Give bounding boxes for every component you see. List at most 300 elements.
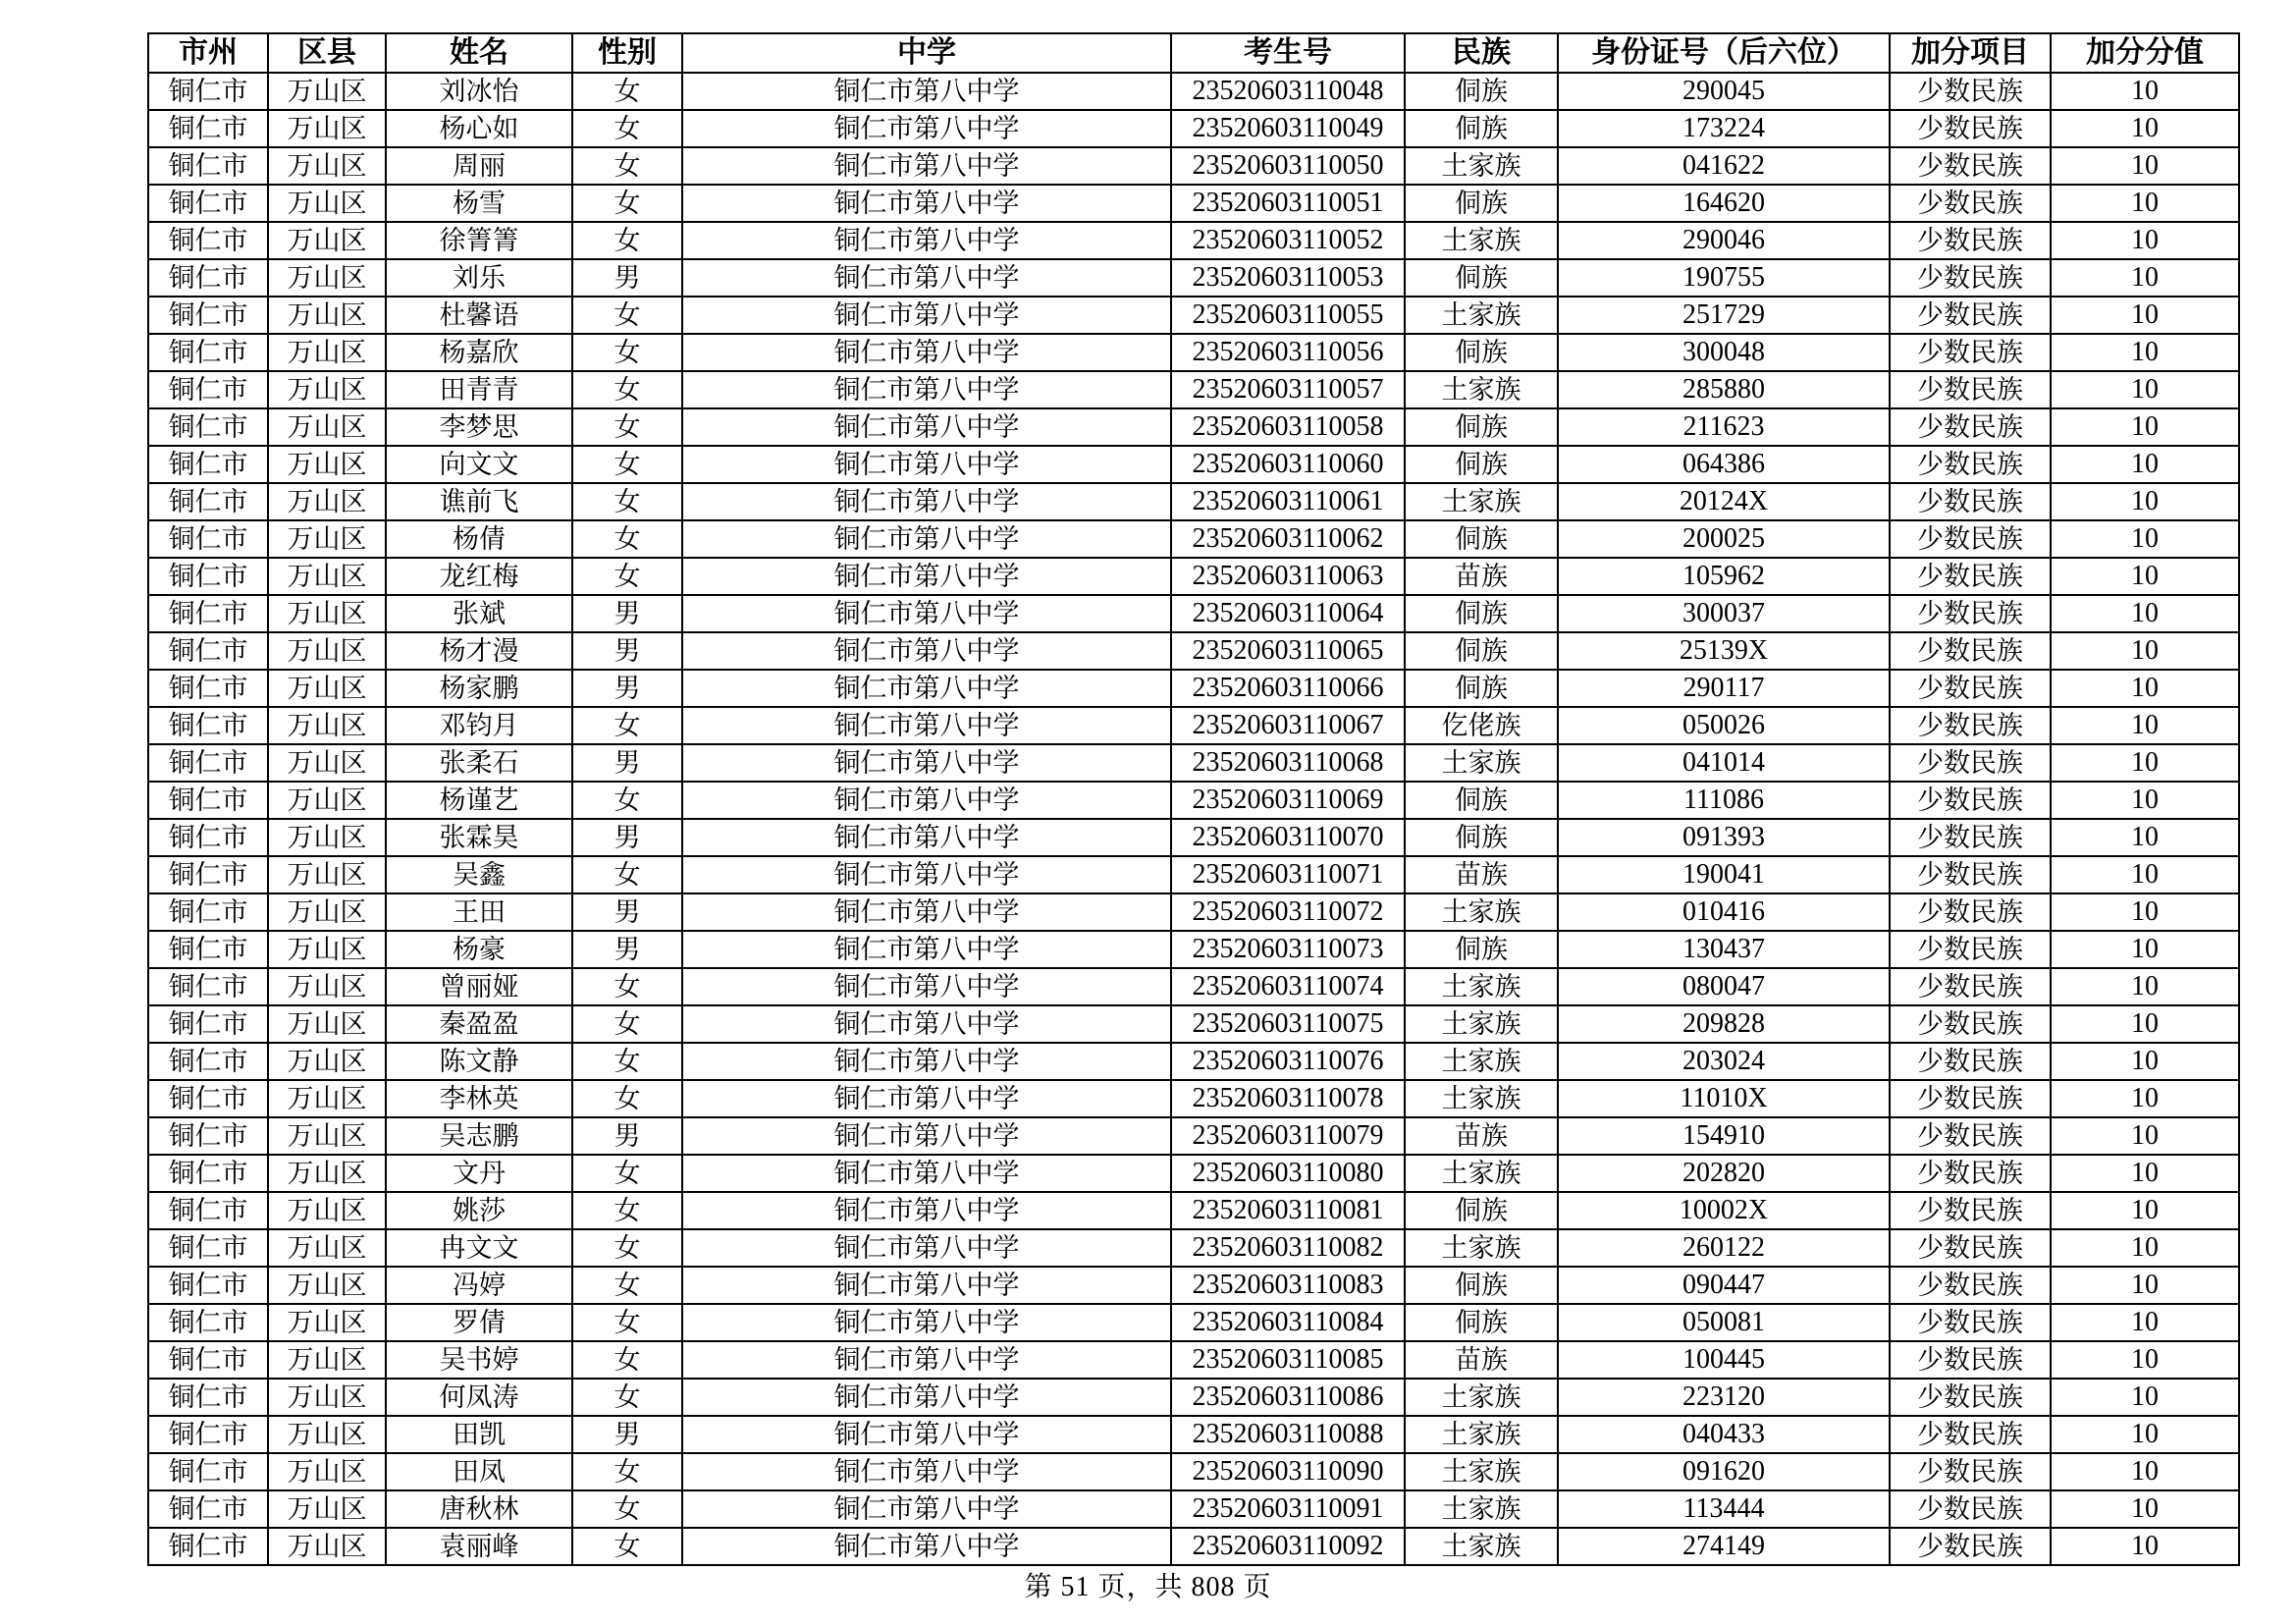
district-cell: 万山区 — [268, 782, 386, 819]
bonus-item-cell: 少数民族 — [1890, 408, 2051, 446]
city-cell: 铜仁市 — [148, 893, 268, 931]
exam-number-cell: 23520603110079 — [1171, 1117, 1405, 1155]
table-row — [148, 408, 2239, 446]
gender-cell: 男 — [572, 893, 682, 931]
district-cell: 万山区 — [268, 147, 386, 185]
city-cell: 铜仁市 — [148, 1080, 268, 1117]
district-cell: 万山区 — [268, 1341, 386, 1379]
exam-number-cell: 23520603110051 — [1171, 185, 1405, 222]
table-row — [148, 520, 2239, 558]
name-cell: 曾丽娅 — [386, 968, 572, 1005]
name-cell: 冯婷 — [386, 1267, 572, 1304]
gender-cell: 女 — [572, 185, 682, 222]
city-cell: 铜仁市 — [148, 670, 268, 707]
school-cell: 铜仁市第八中学 — [682, 782, 1171, 819]
table-row — [148, 856, 2239, 893]
bonus-item-cell: 少数民族 — [1890, 222, 2051, 259]
district-cell: 万山区 — [268, 595, 386, 632]
city-cell: 铜仁市 — [148, 185, 268, 222]
city-cell: 铜仁市 — [148, 782, 268, 819]
bonus-item-cell: 少数民族 — [1890, 1267, 2051, 1304]
exam-number-cell: 23520603110073 — [1171, 931, 1405, 968]
school-cell: 铜仁市第八中学 — [682, 670, 1171, 707]
ethnicity-cell: 土家族 — [1405, 1528, 1558, 1565]
name-cell: 冉文文 — [386, 1229, 572, 1267]
school-cell: 铜仁市第八中学 — [682, 819, 1171, 856]
bonus-value-cell: 10 — [2051, 73, 2239, 110]
city-cell: 铜仁市 — [148, 1490, 268, 1528]
bonus-value-cell: 10 — [2051, 707, 2239, 744]
table-row — [148, 1080, 2239, 1117]
ethnicity-cell: 土家族 — [1405, 1416, 1558, 1453]
ethnicity-cell: 侗族 — [1405, 1304, 1558, 1341]
bonus-item-cell: 少数民族 — [1890, 670, 2051, 707]
ethnicity-cell: 侗族 — [1405, 185, 1558, 222]
exam-number-cell: 23520603110088 — [1171, 1416, 1405, 1453]
exam-number-cell: 23520603110064 — [1171, 595, 1405, 632]
bonus-value-cell: 10 — [2051, 1043, 2239, 1080]
exam-number-cell: 23520603110057 — [1171, 371, 1405, 408]
bonus-value-cell: 10 — [2051, 1080, 2239, 1117]
exam-number-cell: 23520603110062 — [1171, 520, 1405, 558]
ethnicity-cell: 侗族 — [1405, 595, 1558, 632]
exam-number-cell: 23520603110055 — [1171, 297, 1405, 334]
table-row — [148, 782, 2239, 819]
district-cell: 万山区 — [268, 73, 386, 110]
column-header-bonus-value: 加分分值 — [2051, 33, 2239, 73]
bonus-value-cell: 10 — [2051, 670, 2239, 707]
exam-number-cell: 23520603110049 — [1171, 110, 1405, 147]
name-cell: 文丹 — [386, 1155, 572, 1192]
city-cell: 铜仁市 — [148, 1453, 268, 1490]
gender-cell: 女 — [572, 1528, 682, 1565]
district-cell: 万山区 — [268, 1379, 386, 1416]
city-cell: 铜仁市 — [148, 222, 268, 259]
district-cell: 万山区 — [268, 1117, 386, 1155]
school-cell: 铜仁市第八中学 — [682, 1155, 1171, 1192]
city-cell: 铜仁市 — [148, 1379, 268, 1416]
district-cell: 万山区 — [268, 744, 386, 782]
city-cell: 铜仁市 — [148, 1341, 268, 1379]
id-suffix-cell: 050026 — [1558, 707, 1890, 744]
district-cell: 万山区 — [268, 334, 386, 371]
gender-cell: 女 — [572, 1155, 682, 1192]
city-cell: 铜仁市 — [148, 819, 268, 856]
ethnicity-cell: 侗族 — [1405, 1192, 1558, 1229]
bonus-item-cell: 少数民族 — [1890, 1453, 2051, 1490]
table-row — [148, 744, 2239, 782]
id-suffix-cell: 190041 — [1558, 856, 1890, 893]
column-header-ethnicity: 民族 — [1405, 33, 1558, 73]
school-cell: 铜仁市第八中学 — [682, 1117, 1171, 1155]
gender-cell: 女 — [572, 520, 682, 558]
city-cell: 铜仁市 — [148, 707, 268, 744]
exam-number-cell: 23520603110058 — [1171, 408, 1405, 446]
district-cell: 万山区 — [268, 259, 386, 297]
table-row — [148, 707, 2239, 744]
bonus-item-cell: 少数民族 — [1890, 259, 2051, 297]
gender-cell: 女 — [572, 222, 682, 259]
name-cell: 田青青 — [386, 371, 572, 408]
district-cell: 万山区 — [268, 558, 386, 595]
table-row — [148, 819, 2239, 856]
name-cell: 杨心如 — [386, 110, 572, 147]
bonus-item-cell: 少数民族 — [1890, 1490, 2051, 1528]
city-cell: 铜仁市 — [148, 1528, 268, 1565]
id-suffix-cell: 290046 — [1558, 222, 1890, 259]
city-cell: 铜仁市 — [148, 1267, 268, 1304]
id-suffix-cell: 064386 — [1558, 446, 1890, 483]
ethnicity-cell: 苗族 — [1405, 1341, 1558, 1379]
id-suffix-cell: 20124X — [1558, 483, 1890, 520]
name-cell: 杨倩 — [386, 520, 572, 558]
id-suffix-cell: 290117 — [1558, 670, 1890, 707]
exam-number-cell: 23520603110086 — [1171, 1379, 1405, 1416]
school-cell: 铜仁市第八中学 — [682, 408, 1171, 446]
id-suffix-cell: 050081 — [1558, 1304, 1890, 1341]
bonus-value-cell: 10 — [2051, 259, 2239, 297]
exam-number-cell: 23520603110090 — [1171, 1453, 1405, 1490]
table-row — [148, 297, 2239, 334]
column-header-exam-number: 考生号 — [1171, 33, 1405, 73]
column-header-school: 中学 — [682, 33, 1171, 73]
gender-cell: 女 — [572, 408, 682, 446]
ethnicity-cell: 土家族 — [1405, 1453, 1558, 1490]
exam-number-cell: 23520603110070 — [1171, 819, 1405, 856]
exam-number-cell: 23520603110078 — [1171, 1080, 1405, 1117]
ethnicity-cell: 侗族 — [1405, 73, 1558, 110]
bonus-value-cell: 10 — [2051, 893, 2239, 931]
school-cell: 铜仁市第八中学 — [682, 1453, 1171, 1490]
id-suffix-cell: 091393 — [1558, 819, 1890, 856]
bonus-item-cell: 少数民族 — [1890, 856, 2051, 893]
bonus-value-cell: 10 — [2051, 595, 2239, 632]
school-cell: 铜仁市第八中学 — [682, 744, 1171, 782]
ethnicity-cell: 侗族 — [1405, 259, 1558, 297]
ethnicity-cell: 苗族 — [1405, 558, 1558, 595]
city-cell: 铜仁市 — [148, 968, 268, 1005]
ethnicity-cell: 侗族 — [1405, 819, 1558, 856]
column-header-id-suffix: 身份证号（后六位） — [1558, 33, 1890, 73]
bonus-item-cell: 少数民族 — [1890, 297, 2051, 334]
district-cell: 万山区 — [268, 1528, 386, 1565]
id-suffix-cell: 200025 — [1558, 520, 1890, 558]
bonus-value-cell: 10 — [2051, 819, 2239, 856]
school-cell: 铜仁市第八中学 — [682, 968, 1171, 1005]
page-footer: 第 51 页，共 808 页 — [1024, 1572, 1272, 1602]
id-suffix-cell: 091620 — [1558, 1453, 1890, 1490]
school-cell: 铜仁市第八中学 — [682, 1416, 1171, 1453]
district-cell: 万山区 — [268, 968, 386, 1005]
school-cell: 铜仁市第八中学 — [682, 73, 1171, 110]
bonus-value-cell: 10 — [2051, 371, 2239, 408]
ethnicity-cell: 土家族 — [1405, 371, 1558, 408]
id-suffix-cell: 173224 — [1558, 110, 1890, 147]
bonus-item-cell: 少数民族 — [1890, 632, 2051, 670]
gender-cell: 女 — [572, 73, 682, 110]
id-suffix-cell: 100445 — [1558, 1341, 1890, 1379]
city-cell: 铜仁市 — [148, 632, 268, 670]
ethnicity-cell: 土家族 — [1405, 1155, 1558, 1192]
table-row — [148, 1341, 2239, 1379]
id-suffix-cell: 300048 — [1558, 334, 1890, 371]
name-cell: 谯前飞 — [386, 483, 572, 520]
exam-number-cell: 23520603110061 — [1171, 483, 1405, 520]
district-cell: 万山区 — [268, 110, 386, 147]
district-cell: 万山区 — [268, 1304, 386, 1341]
school-cell: 铜仁市第八中学 — [682, 520, 1171, 558]
id-suffix-cell: 209828 — [1558, 1005, 1890, 1043]
bonus-value-cell: 10 — [2051, 1416, 2239, 1453]
ethnicity-cell: 苗族 — [1405, 856, 1558, 893]
id-suffix-cell: 203024 — [1558, 1043, 1890, 1080]
gender-cell: 男 — [572, 1416, 682, 1453]
school-cell: 铜仁市第八中学 — [682, 259, 1171, 297]
bonus-value-cell: 10 — [2051, 931, 2239, 968]
bonus-value-cell: 10 — [2051, 334, 2239, 371]
district-cell: 万山区 — [268, 1192, 386, 1229]
bonus-value-cell: 10 — [2051, 856, 2239, 893]
school-cell: 铜仁市第八中学 — [682, 1005, 1171, 1043]
gender-cell: 女 — [572, 1379, 682, 1416]
city-cell: 铜仁市 — [148, 520, 268, 558]
bonus-value-cell: 10 — [2051, 147, 2239, 185]
exam-number-cell: 23520603110082 — [1171, 1229, 1405, 1267]
city-cell: 铜仁市 — [148, 744, 268, 782]
district-cell: 万山区 — [268, 222, 386, 259]
ethnicity-cell: 侗族 — [1405, 632, 1558, 670]
school-cell: 铜仁市第八中学 — [682, 632, 1171, 670]
bonus-value-cell: 10 — [2051, 483, 2239, 520]
exam-number-cell: 23520603110066 — [1171, 670, 1405, 707]
gender-cell: 男 — [572, 744, 682, 782]
bonus-item-cell: 少数民族 — [1890, 595, 2051, 632]
exam-number-cell: 23520603110053 — [1171, 259, 1405, 297]
district-cell: 万山区 — [268, 1005, 386, 1043]
table-row — [148, 1379, 2239, 1416]
bonus-item-cell: 少数民族 — [1890, 110, 2051, 147]
ethnicity-cell: 土家族 — [1405, 1490, 1558, 1528]
table-row — [148, 1304, 2239, 1341]
column-header-city: 市州 — [148, 33, 268, 73]
school-cell: 铜仁市第八中学 — [682, 1080, 1171, 1117]
exam-number-cell: 23520603110074 — [1171, 968, 1405, 1005]
ethnicity-cell: 侗族 — [1405, 334, 1558, 371]
ethnicity-cell: 土家族 — [1405, 968, 1558, 1005]
gender-cell: 女 — [572, 1341, 682, 1379]
ethnicity-cell: 侗族 — [1405, 520, 1558, 558]
district-cell: 万山区 — [268, 1043, 386, 1080]
table-row — [148, 483, 2239, 520]
table-row — [148, 334, 2239, 371]
exam-number-cell: 23520603110092 — [1171, 1528, 1405, 1565]
name-cell: 罗倩 — [386, 1304, 572, 1341]
district-cell: 万山区 — [268, 1453, 386, 1490]
table-row — [148, 222, 2239, 259]
bonus-item-cell: 少数民族 — [1890, 446, 2051, 483]
exam-number-cell: 23520603110063 — [1171, 558, 1405, 595]
bonus-value-cell: 10 — [2051, 1117, 2239, 1155]
bonus-item-cell: 少数民族 — [1890, 1341, 2051, 1379]
name-cell: 徐箐箐 — [386, 222, 572, 259]
table-row — [148, 1528, 2239, 1565]
bonus-item-cell: 少数民族 — [1890, 1379, 2051, 1416]
city-cell: 铜仁市 — [148, 1192, 268, 1229]
school-cell: 铜仁市第八中学 — [682, 1229, 1171, 1267]
city-cell: 铜仁市 — [148, 856, 268, 893]
table-row — [148, 968, 2239, 1005]
ethnicity-cell: 土家族 — [1405, 1080, 1558, 1117]
school-cell: 铜仁市第八中学 — [682, 1192, 1171, 1229]
exam-number-cell: 23520603110081 — [1171, 1192, 1405, 1229]
id-suffix-cell: 223120 — [1558, 1379, 1890, 1416]
school-cell: 铜仁市第八中学 — [682, 931, 1171, 968]
name-cell: 秦盈盈 — [386, 1005, 572, 1043]
school-cell: 铜仁市第八中学 — [682, 371, 1171, 408]
name-cell: 吴鑫 — [386, 856, 572, 893]
bonus-value-cell: 10 — [2051, 782, 2239, 819]
city-cell: 铜仁市 — [148, 408, 268, 446]
bonus-item-cell: 少数民族 — [1890, 707, 2051, 744]
name-cell: 刘冰怡 — [386, 73, 572, 110]
school-cell: 铜仁市第八中学 — [682, 446, 1171, 483]
school-cell: 铜仁市第八中学 — [682, 1304, 1171, 1341]
exam-number-cell: 23520603110067 — [1171, 707, 1405, 744]
table-body — [148, 73, 2239, 1565]
exam-number-cell: 23520603110052 — [1171, 222, 1405, 259]
id-suffix-cell: 290045 — [1558, 73, 1890, 110]
column-header-bonus-item: 加分项目 — [1890, 33, 2051, 73]
gender-cell: 女 — [572, 147, 682, 185]
district-cell: 万山区 — [268, 185, 386, 222]
gender-cell: 女 — [572, 371, 682, 408]
table-row — [148, 259, 2239, 297]
gender-cell: 女 — [572, 1080, 682, 1117]
ethnicity-cell: 苗族 — [1405, 1117, 1558, 1155]
ethnicity-cell: 土家族 — [1405, 1005, 1558, 1043]
bonus-value-cell: 10 — [2051, 1379, 2239, 1416]
district-cell: 万山区 — [268, 931, 386, 968]
gender-cell: 女 — [572, 1304, 682, 1341]
gender-cell: 女 — [572, 483, 682, 520]
exam-number-cell: 23520603110068 — [1171, 744, 1405, 782]
table-row — [148, 110, 2239, 147]
exam-number-cell: 23520603110085 — [1171, 1341, 1405, 1379]
ethnicity-cell: 侗族 — [1405, 670, 1558, 707]
table-row — [148, 893, 2239, 931]
district-cell: 万山区 — [268, 632, 386, 670]
table-row — [148, 73, 2239, 110]
city-cell: 铜仁市 — [148, 1229, 268, 1267]
bonus-item-cell: 少数民族 — [1890, 782, 2051, 819]
table-row — [148, 595, 2239, 632]
table-row — [148, 670, 2239, 707]
gender-cell: 女 — [572, 1192, 682, 1229]
name-cell: 杜馨语 — [386, 297, 572, 334]
school-cell: 铜仁市第八中学 — [682, 1267, 1171, 1304]
school-cell: 铜仁市第八中学 — [682, 1490, 1171, 1528]
bonus-item-cell: 少数民族 — [1890, 1192, 2051, 1229]
city-cell: 铜仁市 — [148, 595, 268, 632]
id-suffix-cell: 130437 — [1558, 931, 1890, 968]
column-header-district: 区县 — [268, 33, 386, 73]
school-cell: 铜仁市第八中学 — [682, 856, 1171, 893]
district-cell: 万山区 — [268, 1490, 386, 1528]
bonus-item-cell: 少数民族 — [1890, 1117, 2051, 1155]
exam-number-cell: 23520603110048 — [1171, 73, 1405, 110]
name-cell: 龙红梅 — [386, 558, 572, 595]
bonus-value-cell: 10 — [2051, 1155, 2239, 1192]
id-suffix-cell: 260122 — [1558, 1229, 1890, 1267]
name-cell: 唐秋林 — [386, 1490, 572, 1528]
exam-number-cell: 23520603110050 — [1171, 147, 1405, 185]
city-cell: 铜仁市 — [148, 259, 268, 297]
city-cell: 铜仁市 — [148, 446, 268, 483]
city-cell: 铜仁市 — [148, 483, 268, 520]
bonus-item-cell: 少数民族 — [1890, 334, 2051, 371]
bonus-value-cell: 10 — [2051, 297, 2239, 334]
table-row — [148, 446, 2239, 483]
bonus-value-cell: 10 — [2051, 968, 2239, 1005]
name-cell: 吴志鹏 — [386, 1117, 572, 1155]
name-cell: 刘乐 — [386, 259, 572, 297]
ethnicity-cell: 侗族 — [1405, 446, 1558, 483]
name-cell: 杨豪 — [386, 931, 572, 968]
gender-cell: 女 — [572, 297, 682, 334]
exam-number-cell: 23520603110080 — [1171, 1155, 1405, 1192]
name-cell: 杨雪 — [386, 185, 572, 222]
bonus-item-cell: 少数民族 — [1890, 73, 2051, 110]
school-cell: 铜仁市第八中学 — [682, 595, 1171, 632]
table-row — [148, 371, 2239, 408]
bonus-item-cell: 少数民族 — [1890, 371, 2051, 408]
name-cell: 杨嘉欣 — [386, 334, 572, 371]
table-row — [148, 558, 2239, 595]
ethnicity-cell: 侗族 — [1405, 1267, 1558, 1304]
bonus-item-cell: 少数民族 — [1890, 1080, 2051, 1117]
school-cell: 铜仁市第八中学 — [682, 558, 1171, 595]
city-cell: 铜仁市 — [148, 1416, 268, 1453]
district-cell: 万山区 — [268, 1080, 386, 1117]
school-cell: 铜仁市第八中学 — [682, 334, 1171, 371]
id-suffix-cell: 211623 — [1558, 408, 1890, 446]
city-cell: 铜仁市 — [148, 1043, 268, 1080]
bonus-item-cell: 少数民族 — [1890, 483, 2051, 520]
ethnicity-cell: 土家族 — [1405, 1229, 1558, 1267]
name-cell: 周丽 — [386, 147, 572, 185]
exam-number-cell: 23520603110072 — [1171, 893, 1405, 931]
exam-number-cell: 23520603110084 — [1171, 1304, 1405, 1341]
city-cell: 铜仁市 — [148, 1005, 268, 1043]
gender-cell: 女 — [572, 334, 682, 371]
school-cell: 铜仁市第八中学 — [682, 1043, 1171, 1080]
bonus-value-cell: 10 — [2051, 1005, 2239, 1043]
bonus-value-cell: 10 — [2051, 1453, 2239, 1490]
table-row — [148, 931, 2239, 968]
district-cell: 万山区 — [268, 520, 386, 558]
gender-cell: 女 — [572, 446, 682, 483]
table-row — [148, 1005, 2239, 1043]
id-suffix-cell: 080047 — [1558, 968, 1890, 1005]
table-row — [148, 1229, 2239, 1267]
table-row — [148, 1453, 2239, 1490]
id-suffix-cell: 10002X — [1558, 1192, 1890, 1229]
name-cell: 张霖昊 — [386, 819, 572, 856]
bonus-value-cell: 10 — [2051, 1267, 2239, 1304]
gender-cell: 女 — [572, 110, 682, 147]
city-cell: 铜仁市 — [148, 931, 268, 968]
bonus-item-cell: 少数民族 — [1890, 819, 2051, 856]
